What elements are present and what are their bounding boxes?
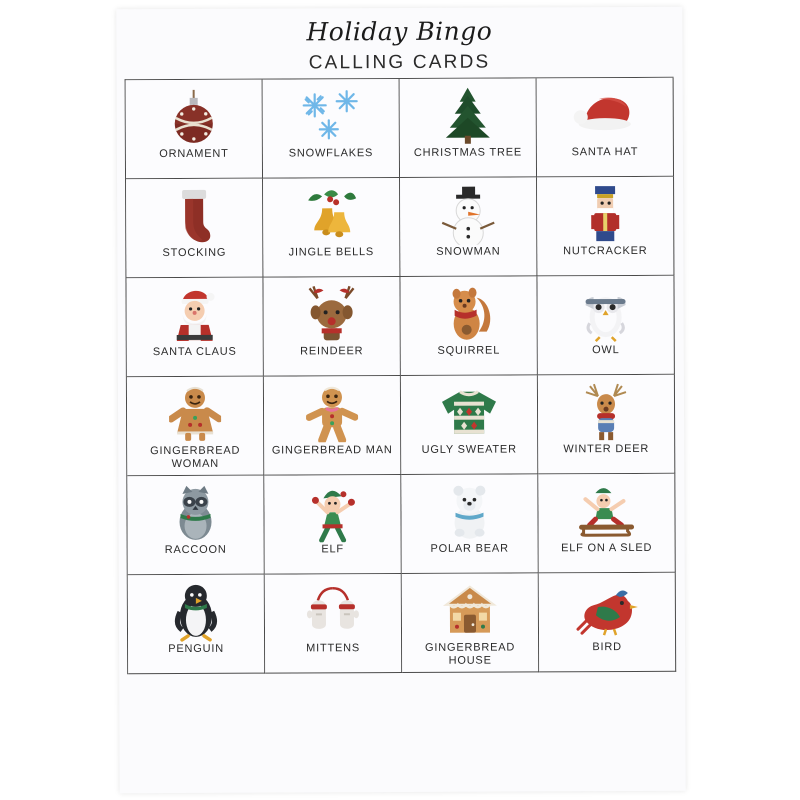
title-block <box>116 7 682 75</box>
snowman-icon <box>400 183 536 246</box>
calling-card <box>537 78 674 178</box>
calling-card <box>126 80 263 180</box>
gingerbread-house-icon <box>402 579 538 642</box>
calling-card <box>264 475 401 575</box>
card-label: WINTER DEER <box>563 442 650 456</box>
calling-card <box>537 177 674 277</box>
card-label: SQUIRREL <box>437 344 501 357</box>
stocking-icon <box>126 185 262 248</box>
calling-card <box>126 278 263 378</box>
calling-card <box>400 177 537 277</box>
card-label: POLAR BEAR <box>430 542 509 555</box>
penguin-icon <box>128 581 264 644</box>
reindeer-icon <box>263 283 399 346</box>
calling-card <box>127 377 264 477</box>
card-label: REINDEER <box>300 345 364 358</box>
christmas-tree-icon <box>400 84 536 147</box>
gingerbread-woman-icon <box>127 383 263 446</box>
card-label: STOCKING <box>162 246 227 260</box>
card-label: SNOWFLAKES <box>288 147 374 160</box>
jingle-bells-icon <box>263 184 399 247</box>
calling-card <box>537 276 674 376</box>
card-label: JINGLE BELLS <box>288 246 375 259</box>
card-label: CHRISTMAS TREE <box>413 146 523 159</box>
snowflakes-icon <box>263 85 399 148</box>
page-title: Holiday Bingo <box>306 16 493 47</box>
squirrel-icon <box>400 282 536 345</box>
raccoon-icon <box>127 482 263 545</box>
calling-card <box>401 474 538 574</box>
elf-icon <box>264 481 400 544</box>
card-label: GINGERBREAD MAN <box>271 444 393 457</box>
card-label: GINGERBREAD WOMAN <box>150 444 241 470</box>
calling-cards-grid <box>125 77 677 674</box>
owl-icon <box>537 282 673 345</box>
ugly-sweater-icon <box>401 381 537 444</box>
card-label: PENGUIN <box>168 642 224 656</box>
card-label: GINGERBREAD HOUSE <box>425 641 516 667</box>
calling-card <box>263 178 400 278</box>
calling-card <box>401 375 538 475</box>
calling-card <box>263 79 400 179</box>
elf-on-a-sled-icon <box>538 480 674 543</box>
mittens-icon <box>265 580 401 643</box>
santa-hat-icon <box>537 84 673 147</box>
card-label: SANTA HAT <box>571 145 639 159</box>
card-label: ELF <box>321 543 344 556</box>
card-label: MITTENS <box>306 642 361 655</box>
ornament-icon <box>126 86 262 149</box>
santa-claus-icon <box>126 284 262 347</box>
card-label: NUTCRACKER <box>563 244 648 258</box>
card-label: RACCOON <box>164 543 227 557</box>
page-subtitle: CALLING CARDS <box>308 51 491 73</box>
calling-card <box>400 276 537 376</box>
bird-icon <box>539 579 675 642</box>
card-label: UGLY SWEATER <box>421 443 517 456</box>
gingerbread-man-icon <box>264 382 400 445</box>
card-label: SANTA CLAUS <box>152 345 237 359</box>
calling-card <box>264 376 401 476</box>
calling-card <box>126 179 263 279</box>
bingo-calling-cards-sheet <box>116 7 685 793</box>
calling-card <box>128 575 265 675</box>
polar-bear-icon <box>401 480 537 543</box>
calling-card <box>538 474 675 574</box>
card-label: ORNAMENT <box>159 147 229 161</box>
calling-card <box>265 574 402 674</box>
card-label: SNOWMAN <box>436 245 501 258</box>
calling-card <box>400 78 537 178</box>
winter-deer-icon <box>538 381 674 444</box>
calling-card <box>538 375 675 475</box>
nutcracker-icon <box>537 183 673 246</box>
calling-card <box>402 573 539 673</box>
calling-card <box>263 277 400 377</box>
calling-card <box>127 476 264 576</box>
card-label: OWL <box>592 344 620 357</box>
calling-card <box>539 573 676 673</box>
card-label: ELF ON A SLED <box>561 541 653 555</box>
card-label: BIRD <box>592 641 622 654</box>
